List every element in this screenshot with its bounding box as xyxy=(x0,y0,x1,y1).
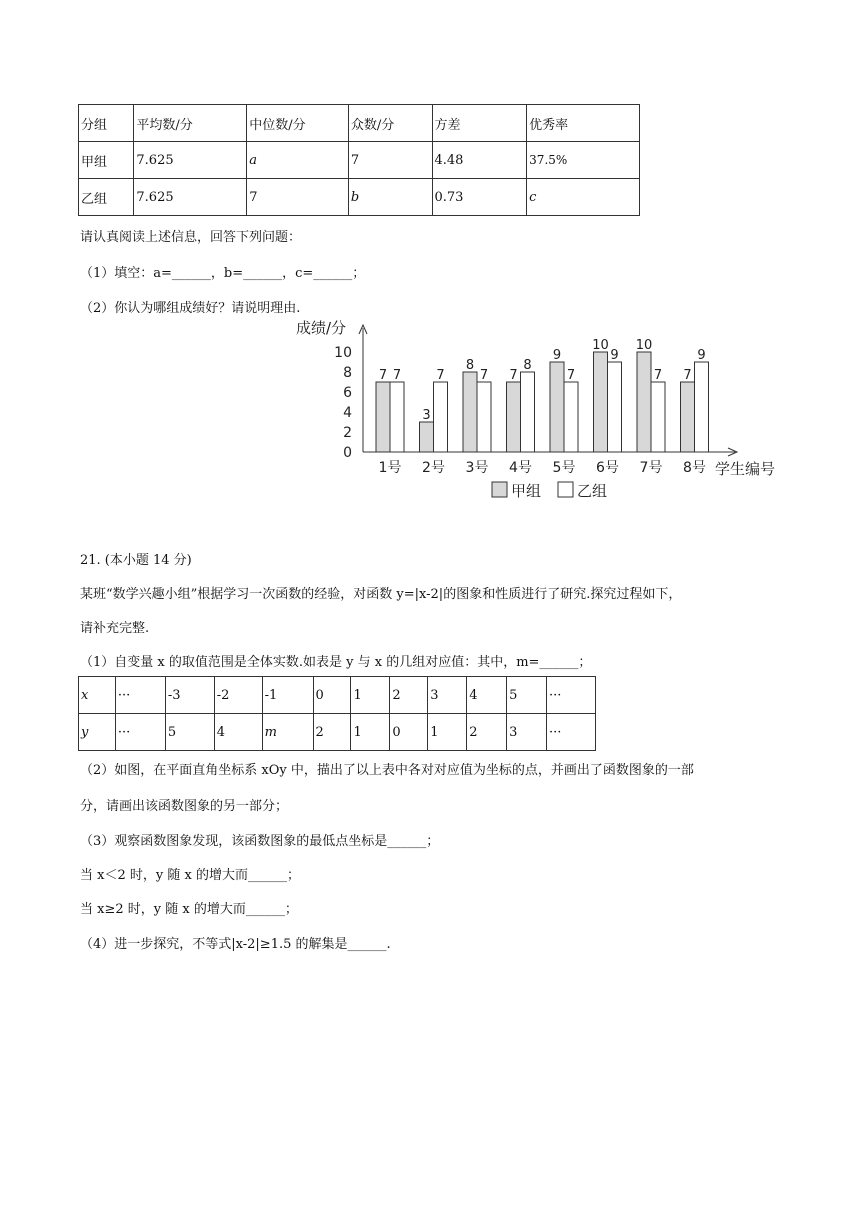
legend-swatch xyxy=(492,482,507,497)
bar xyxy=(521,372,535,452)
q21-part1: （1）自变量 x 的取值范围是全体实数.如表是 y 与 x 的几组对应值：其中，m=______； xyxy=(80,655,592,670)
table-cell: -1 xyxy=(262,677,313,714)
bar-value-label: 9 xyxy=(610,348,619,363)
legend-swatch xyxy=(558,482,573,497)
y-tick-label: 2 xyxy=(343,425,352,441)
y-tick-label: 4 xyxy=(343,405,352,421)
bar-value-label: 10 xyxy=(635,338,653,353)
bar-value-label: 7 xyxy=(436,368,445,383)
stats-header-row xyxy=(79,105,640,142)
q21-part2-line1: （2）如图，在平面直角坐标系 xOy 中，描出了以上表中各对对应值为坐标的点，并画出了函数图象的一部 xyxy=(80,763,694,778)
table-cell: 5 xyxy=(507,677,547,714)
table-cell: ··· xyxy=(547,677,596,714)
table-cell: 2 xyxy=(390,677,428,714)
x-tick-label: 3号 xyxy=(465,460,489,476)
table-cell: 7 xyxy=(348,142,432,179)
q21-title: 21. (本小题 14 分) xyxy=(80,553,192,568)
table-cell: -2 xyxy=(214,677,262,714)
header-cell: 分组 xyxy=(79,105,134,142)
table-cell: 4.48 xyxy=(432,142,527,179)
table-cell: 4 xyxy=(467,677,507,714)
bar xyxy=(681,382,695,452)
bar xyxy=(420,422,434,452)
header-cell: 中位数/分 xyxy=(247,105,349,142)
table-cell: 甲组 xyxy=(79,142,134,179)
x-tick-label: 1号 xyxy=(378,460,402,476)
table-row xyxy=(79,142,640,179)
x-tick-label: 5号 xyxy=(552,460,576,476)
bar xyxy=(695,362,709,452)
x-tick-label: 2号 xyxy=(422,460,445,476)
x-tick-label: 4号 xyxy=(509,460,532,476)
q21-part3-b: 当 x≥2 时，y 随 x 的增大而______； xyxy=(80,902,298,917)
table-cell: 1 xyxy=(428,714,467,751)
bar xyxy=(434,382,448,452)
table-cell: x xyxy=(79,677,116,714)
table-cell: 1 xyxy=(351,677,390,714)
table-cell: 2 xyxy=(313,714,351,751)
bar-value-label: 7 xyxy=(392,368,402,383)
x-row xyxy=(79,677,596,714)
x-tick-label: 7号 xyxy=(639,460,663,476)
y-tick-label: 6 xyxy=(343,385,352,401)
q20-part2: （2）你认为哪组成绩好？请说明理由. xyxy=(80,301,301,316)
bar-value-label: 9 xyxy=(552,348,562,363)
table-cell: 4 xyxy=(214,714,262,751)
bar-value-label: 7 xyxy=(683,368,692,383)
legend-label: 乙组 xyxy=(577,482,608,500)
table-cell: 7.625 xyxy=(134,179,247,216)
bar xyxy=(507,382,521,452)
header-cell: 方差 xyxy=(432,105,527,142)
table-cell: m xyxy=(262,714,313,751)
table-cell: c xyxy=(527,179,640,216)
header-cell: 平均数/分 xyxy=(134,105,247,142)
q21-intro-1: 某班“数学兴趣小组”根据学习一次函数的经验，对函数 y=|x-2|的图象和性质进行了研究.探究过程如下， xyxy=(80,587,682,602)
bar-value-label: 10 xyxy=(592,338,609,353)
header-cell: 优秀率 xyxy=(527,105,640,142)
q21-intro-2: 请补充完整. xyxy=(80,621,150,636)
q20-part1: （1）填空：a=______，b=______，c=______； xyxy=(80,266,366,281)
table-cell: 3 xyxy=(428,677,467,714)
bar-value-label: 7 xyxy=(378,368,388,383)
table-cell: ··· xyxy=(547,714,596,751)
table-cell: 0 xyxy=(313,677,351,714)
bar xyxy=(608,362,622,452)
table-cell: 5 xyxy=(165,714,214,751)
bar xyxy=(390,382,404,452)
header-cell: 众数/分 xyxy=(348,105,432,142)
table-cell: b xyxy=(348,179,432,216)
table-cell: 0 xyxy=(390,714,428,751)
bar-value-label: 8 xyxy=(523,358,532,373)
q21-part2-line2: 分，请画出该函数图象的另一部分； xyxy=(80,799,289,814)
table-cell: 2 xyxy=(467,714,507,751)
q21-part3: （3）观察函数图象发现，该函数图象的最低点坐标是______； xyxy=(80,834,440,849)
q21-part4: （4）进一步探究，不等式|x-2|≥1.5 的解集是______. xyxy=(80,937,391,952)
stats-table xyxy=(78,104,640,216)
bar-value-label: 7 xyxy=(509,368,518,383)
x-tick-label: 8号 xyxy=(683,460,706,476)
bar xyxy=(594,352,608,452)
y-tick-label: 10 xyxy=(334,345,352,361)
bar-value-label: 7 xyxy=(566,368,576,383)
bar xyxy=(550,362,564,452)
bar xyxy=(651,382,665,452)
table-cell: 37.5% xyxy=(527,142,640,179)
table-row xyxy=(79,179,640,216)
table-cell: a xyxy=(247,142,349,179)
x-axis-label: 学生编号 xyxy=(715,460,776,478)
y-axis-label: 成绩/分 xyxy=(296,319,347,337)
y-row xyxy=(79,714,596,751)
bar xyxy=(477,382,491,452)
y-tick-label: 0 xyxy=(343,445,352,461)
legend-label: 甲组 xyxy=(511,482,542,500)
y-tick-label: 8 xyxy=(343,365,352,381)
table-cell: ··· xyxy=(115,677,165,714)
bar-value-label: 3 xyxy=(422,408,431,423)
table-cell: 0.73 xyxy=(432,179,527,216)
bar-value-label: 7 xyxy=(653,368,663,383)
bar-value-label: 8 xyxy=(465,358,475,373)
q21-part3-a: 当 x＜2 时，y 随 x 的增大而______； xyxy=(80,868,300,883)
x-tick-label: 6号 xyxy=(596,460,619,476)
xy-value-table xyxy=(78,676,596,751)
table-cell: y xyxy=(79,714,116,751)
bar-value-label: 7 xyxy=(479,368,489,383)
table-cell: -3 xyxy=(165,677,214,714)
bar xyxy=(564,382,578,452)
bar-value-label: 9 xyxy=(697,348,706,363)
table-cell: 3 xyxy=(507,714,547,751)
score-bar-chart xyxy=(290,316,790,512)
bar xyxy=(376,382,390,452)
bar xyxy=(637,352,651,452)
bar xyxy=(463,372,477,452)
table-cell: ··· xyxy=(115,714,165,751)
table-cell: 1 xyxy=(351,714,390,751)
q20-prompt: 请认真阅读上述信息，回答下列问题： xyxy=(80,230,302,245)
table-cell: 7 xyxy=(247,179,349,216)
table-cell: 乙组 xyxy=(79,179,134,216)
table-cell: 7.625 xyxy=(134,142,247,179)
